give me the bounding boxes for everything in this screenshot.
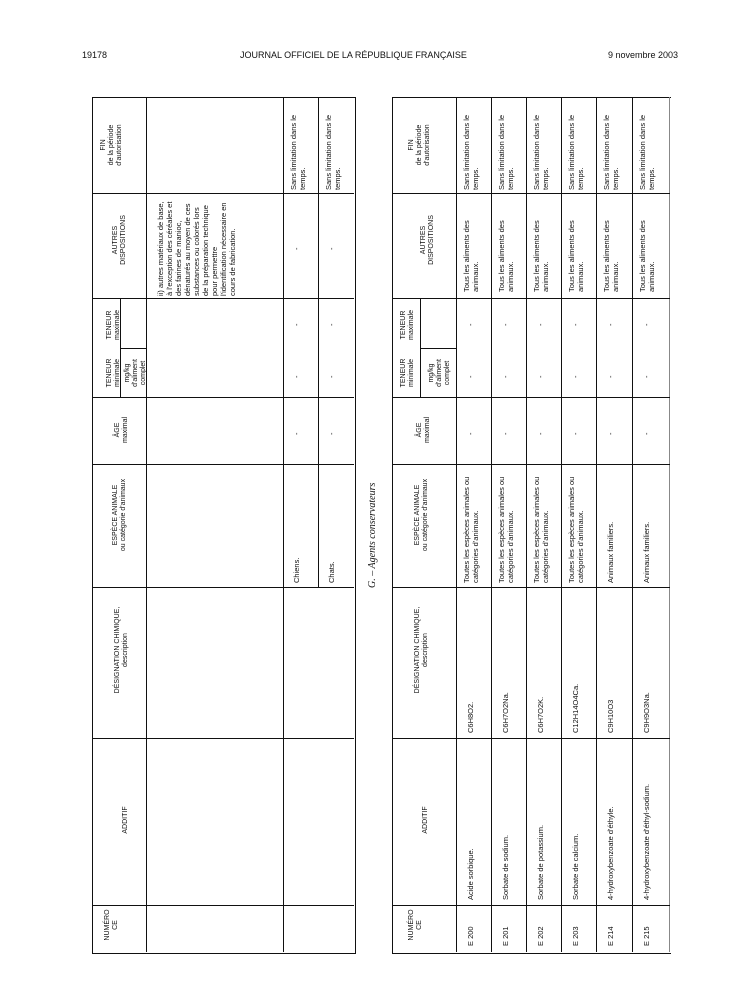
cell-autres: Tous les aliments des animaux. — [497, 220, 515, 292]
table-2-row-divider-v — [596, 97, 597, 952]
cell-espece: Toutes les espèces animales ou catégories d'animaux. — [567, 476, 585, 583]
header-autres: AUTRES DISPOSITIONS — [420, 215, 435, 265]
cell-designation: C6H8O2. — [466, 701, 475, 733]
page-number: 19178 — [82, 50, 108, 60]
cell-additif: Sorbate de sodium. — [501, 834, 510, 900]
cell-espece: Chats. — [327, 561, 336, 583]
header-fin: FIN de la période d'autorisation — [100, 124, 123, 166]
journal-title: JOURNAL OFFICIEL DE LA RÉPUBLIQUE FRANÇAISE — [240, 50, 467, 60]
cell-autres: Tous les aliments des animaux. — [567, 220, 585, 292]
table-2-header-divider — [456, 97, 457, 952]
cell-min: - — [292, 375, 301, 378]
cell-max: - — [292, 323, 301, 326]
cell-espece: Toutes les espèces animales ou catégories d'animaux. — [497, 476, 515, 583]
header-designation: DÉSIGNATION CHIMIQUE, description — [114, 606, 129, 694]
table-2-row-divider — [392, 905, 670, 906]
table-2-row-divider — [392, 587, 670, 588]
cell-age: - — [571, 432, 580, 435]
cell-min: - — [501, 375, 510, 378]
header-numero: NUMÉRO CE — [408, 909, 423, 941]
cell-min: - — [571, 375, 580, 378]
table-1-row-divider — [92, 464, 354, 465]
header-fin: FIN de la période d'autorisation — [408, 124, 431, 166]
header-teneur-min: TENEUR minimale — [106, 358, 121, 388]
cell-min: - — [606, 375, 615, 378]
header-teneur-max: TENEUR maximale — [400, 310, 415, 340]
cell-fin: Sans limitation dans le temps. — [532, 114, 550, 190]
table-1-body-divider — [283, 97, 284, 952]
table-1-row-divider — [92, 193, 354, 194]
table-2-row-divider — [392, 738, 670, 739]
cell-designation: C6H7O2Na. — [501, 692, 510, 733]
cell-max: - — [606, 323, 615, 326]
cell-additif: Sorbate de potassium. — [536, 824, 545, 900]
cell-min: - — [327, 375, 336, 378]
cell-numero: E 202 — [536, 926, 545, 946]
table-1-row-divider — [92, 738, 354, 739]
table-2-row-divider — [392, 193, 670, 194]
cell-additif: 4-hydroxybenzoate d'éthyle. — [606, 806, 615, 900]
header-autres: AUTRES DISPOSITIONS — [112, 215, 127, 265]
cell-fin: Sans limitation dans le temps. — [602, 114, 620, 190]
cell-espece: Chiens. — [292, 557, 301, 583]
header-numero: NUMÉRO CE — [104, 909, 119, 941]
header-espece: ESPÈCE ANIMALE ou catégorie d'animaux — [414, 478, 429, 552]
header-unit: mg/kg d'aliment complet — [428, 359, 451, 387]
cell-fin: Sans limitation dans le temps. — [497, 114, 515, 190]
cell-espece: Toutes les espèces animales ou catégories d'animaux. — [462, 476, 480, 583]
table-1-row-divider — [92, 397, 354, 398]
cell-age: - — [606, 432, 615, 435]
cell-numero: E 200 — [466, 926, 475, 946]
cell-espece: Animaux familiers. — [642, 521, 651, 583]
cell-age: - — [466, 432, 475, 435]
cell-autres: - — [327, 247, 336, 250]
cell-max: - — [501, 323, 510, 326]
cell-autres: Tous les aliments des animaux. — [602, 220, 620, 292]
header-additif: ADDITIF — [122, 806, 129, 834]
cell-numero: E 203 — [571, 926, 580, 946]
header-additif: ADDITIF — [422, 806, 429, 834]
header-teneur-max: TENEUR maximale — [106, 310, 121, 340]
header-designation: DÉSIGNATION CHIMIQUE, description — [414, 606, 429, 694]
table-2-row-divider-v — [491, 97, 492, 952]
cell-autres: - — [292, 247, 301, 250]
header-age: ÂGE maximal — [416, 416, 431, 444]
cell-max: - — [571, 323, 580, 326]
table-2-cut-edge — [669, 97, 670, 952]
cell-espece: Animaux familiers. — [606, 521, 615, 583]
cell-numero: E 215 — [642, 926, 651, 946]
cell-fin: Sans limitation dans le temps. — [462, 114, 480, 190]
cell-numero: E 214 — [606, 926, 615, 946]
cell-age: - — [501, 432, 510, 435]
section-title: G. – Agents conservateurs — [367, 482, 378, 588]
cell-designation: C12H14O4Ca. — [571, 683, 580, 733]
cell-age: - — [327, 432, 336, 435]
cell-autres: Tous les aliments des animaux. — [532, 220, 550, 292]
cell-min: - — [642, 375, 651, 378]
cell-additif: Sorbate de calcium. — [571, 833, 580, 900]
cell-designation: C6H7O2K. — [536, 696, 545, 733]
table-2-row-divider — [392, 298, 670, 299]
cell-autres: Tous les aliments des animaux. — [462, 220, 480, 292]
cell-additif: Acide sorbique. — [466, 848, 475, 900]
cell-designation: C9H10O3 — [606, 699, 615, 733]
cell-espece: Toutes les espèces animales ou catégories d'animaux. — [532, 476, 550, 583]
table-1-row-divider — [92, 298, 354, 299]
header-teneur-min: TENEUR minimale — [400, 358, 415, 388]
cell-age: - — [292, 432, 301, 435]
cell-max: - — [327, 323, 336, 326]
cell-min: - — [466, 375, 475, 378]
publication-date: 9 novembre 2003 — [608, 50, 679, 60]
header-age: ÂGE maximal — [114, 416, 129, 444]
cell-age: - — [642, 432, 651, 435]
cell-age: - — [536, 432, 545, 435]
table-1-row-divider-v — [318, 97, 319, 588]
cell-fin: Sans limitation dans le temps. — [289, 114, 307, 190]
cell-max: - — [536, 323, 545, 326]
table-2-row-divider — [392, 464, 670, 465]
cell-designation: C9H9O3Na. — [642, 692, 651, 733]
header-espece: ESPÈCE ANIMALE ou catégorie d'animaux — [112, 478, 127, 552]
table-1-row-divider — [92, 587, 354, 588]
table-1-row-divider — [92, 905, 354, 906]
cell-additif: 4-hydroxybenzoate d'éthyl-sodium. — [642, 783, 651, 900]
cell-min: - — [536, 375, 545, 378]
table-2-row-divider-v — [561, 97, 562, 952]
header-unit: mg/kg d'aliment complet — [124, 359, 147, 387]
cell-numero: E 201 — [501, 926, 510, 946]
autres-continuation-text: ii) autres matériaux de base, à l'exception des céréales et des farines de manioc, dénaturés au moyen de ces substances ou colorés lors de la préparation technique pour permettre l'identification nécessaire en cours de fabrication. — [156, 201, 237, 296]
table-2-unit-divider — [420, 298, 421, 397]
table-2-row-divider-v — [526, 97, 527, 952]
table-2-row-divider-v — [632, 97, 633, 952]
table-1-header-divider — [146, 97, 147, 952]
cell-fin: Sans limitation dans le temps. — [567, 114, 585, 190]
cell-fin: Sans limitation dans le temps. — [638, 114, 656, 190]
cell-autres: Tous les aliments des animaux. — [638, 220, 656, 292]
table-2-row-divider — [392, 397, 670, 398]
cell-max: - — [642, 323, 651, 326]
cell-fin: Sans limitation dans le temps. — [324, 114, 342, 190]
cell-max: - — [466, 323, 475, 326]
